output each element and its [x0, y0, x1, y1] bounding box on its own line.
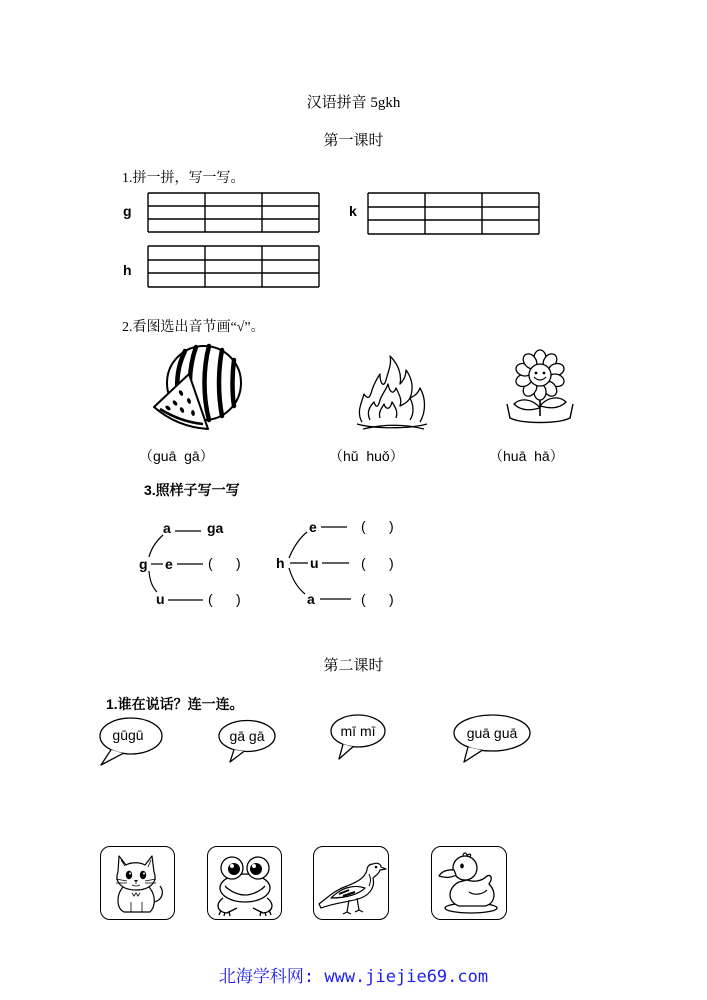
animal-card-pigeon: [313, 846, 389, 920]
duck-icon: [433, 848, 505, 918]
tree-h-root: h: [276, 555, 285, 571]
tree-h-vowel-a: a: [307, 591, 315, 607]
tree-g-example-answer: ga: [207, 520, 224, 536]
tree-h-blank-a: ( ): [361, 591, 394, 607]
lesson1-q1-prompt: 1.拼一拼，写一写。: [122, 171, 245, 186]
watermelon-icon: [151, 343, 243, 433]
speech-bubble-4: [452, 713, 534, 765]
animal-card-frog: [207, 846, 282, 920]
fire-icon: [354, 354, 432, 432]
pigeon-icon: [315, 848, 387, 918]
lesson2-heading: 第二课时: [323, 658, 384, 674]
grid-letter-g: g: [123, 203, 132, 219]
tree-h-vowel-e: e: [309, 519, 317, 535]
q2-options-fire: （hǔ huǒ）: [329, 448, 404, 464]
writing-grid-k: [367, 192, 540, 236]
frog-icon: [209, 848, 281, 918]
animal-card-duck: [431, 846, 507, 920]
tree-h-vowel-u: u: [310, 555, 319, 571]
bubble-text: gūgū: [112, 727, 144, 743]
footer-site-text: 北海学科网: www.jiejie69.com: [218, 967, 489, 987]
tree-h-blank-u: ( ): [361, 555, 394, 571]
writing-grid-g: [147, 192, 320, 234]
bubble-text: guā guā: [466, 725, 518, 741]
lesson2-q1-prompt: 1.谁在说话？连一连。: [106, 696, 244, 712]
tree-g-vowel-a: a: [163, 520, 171, 536]
grid-letter-k: k: [349, 203, 357, 219]
bubble-text: mī mī: [340, 723, 376, 739]
tree-g-vowel-e: e: [165, 556, 173, 572]
speech-bubble-3: [329, 714, 389, 762]
speech-bubble-1: [97, 716, 165, 768]
bubble-text: gā gā: [229, 728, 265, 744]
flower-icon: [502, 348, 578, 426]
lesson1-heading: 第一课时: [323, 133, 384, 149]
tree-g-blank-u: ( ): [208, 591, 241, 607]
tree-h-blank-e: ( ): [361, 518, 394, 534]
q2-options-flower: （huā hā）: [489, 448, 564, 464]
tree-g-vowel-u: u: [156, 591, 165, 607]
writing-grid-h: [147, 245, 320, 289]
cat-icon: [102, 848, 174, 918]
tree-lines-g: [140, 515, 210, 610]
animal-card-cat: [100, 846, 175, 920]
lesson1-q3-prompt: 3.照样子写一写: [144, 482, 240, 498]
q2-options-watermelon: （guā gā）: [139, 448, 214, 464]
lesson1-q2-prompt: 2.看图选出音节画“√”。: [122, 320, 265, 335]
tree-g-root: g: [139, 556, 148, 572]
speech-bubble-2: [216, 719, 278, 765]
grid-letter-h: h: [123, 262, 132, 278]
page-title: 汉语拼音 5gkh: [306, 95, 401, 111]
tree-g-blank-e: ( ): [208, 555, 241, 571]
